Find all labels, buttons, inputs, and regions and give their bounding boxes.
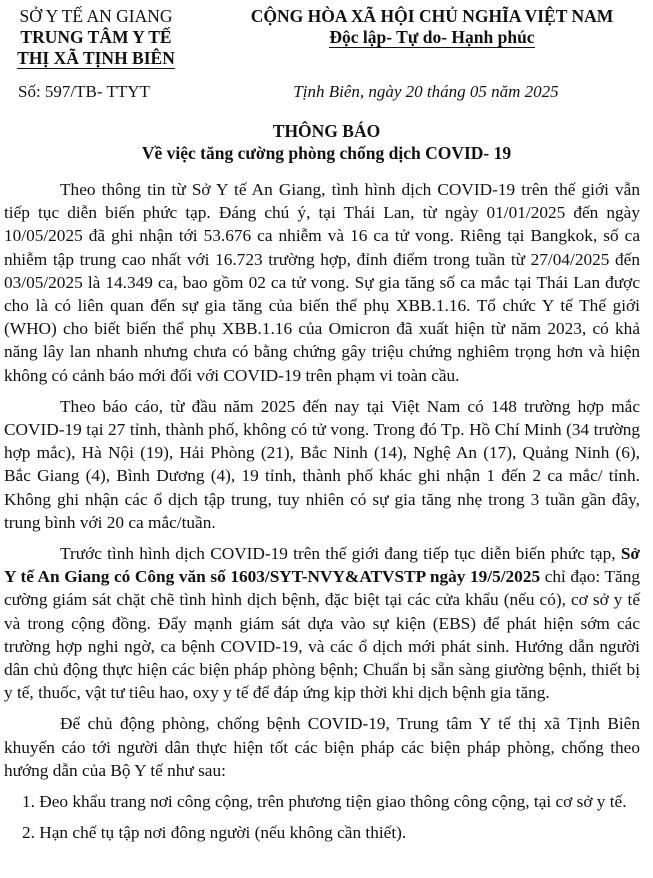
nation-title: CỘNG HÒA XÃ HỘI CHỦ NGHĨA VIỆT NAM (250, 6, 614, 26)
issuing-agency-block (0, 6, 192, 69)
national-motto: Độc lập- Tự do- Hạnh phúc (329, 27, 535, 47)
recommendation-item-2: 2. Hạn chế tụ tập nơi đông người (nếu không cần thiết). (22, 823, 407, 843)
paragraph-recommendation: Để chủ động phòng, chống bệnh COVID-19, Trung tâm Y tế thị xã Tịnh Biên khuyến cáo tới người dân thực hiện tốt các biện pháp các biện pháp phòng, chống theo hướng dẫn của Bộ Y tế như sau: (4, 714, 640, 780)
directive-reference: Sở Y tế An Giang có Công văn số 1603/SYT-NVY&ATVSTP ngày 19/5/2025 (4, 544, 640, 587)
place-and-date: Tịnh Biên, ngày 20 tháng 05 năm 2025 (293, 82, 559, 101)
document-heading: THÔNG BÁO (272, 121, 381, 141)
document-subject: Về việc tăng cường phòng chống dịch COVID- 19 (141, 143, 512, 163)
paragraph-vietnam-situation: Theo báo cáo, từ đầu năm 2025 đến nay tại Việt Nam có 148 trường hợp mắc COVID-19 tại 27 tỉnh, thành phố, không có tử vong. Trong đó Tp. Hồ Chí Minh (34 trường hợp mắc), Hà Nội (19), Hải Phòng (21), Bắc Ninh (14), Nghệ An (17), Quảng Ninh (6), Bắc Giang (4), Bình Dương (4), 19 tỉnh, thành phố khác ghi nhận 1 đến 2 ca mắc/ tỉnh. Không ghi nhận các ổ dịch tập trung, tuy nhiên có sự gia tăng nhẹ trong 3 tuần gần đây, trung bình với 20 ca mắc/tuần. (4, 396, 640, 532)
national-header-block (217, 6, 647, 48)
agency-name-line1: TRUNG TÂM Y TẾ (20, 27, 172, 47)
document-title-block (0, 120, 653, 164)
recommendation-item-1: 1. Đeo khẩu trang nơi công cộng, trên phương tiện giao thông công cộng, tại cơ sở y tế. (22, 792, 627, 812)
document-body (4, 178, 640, 852)
parent-agency: SỞ Y TẾ AN GIANG (19, 6, 173, 26)
paragraph-world-situation: Theo thông tin từ Sở Y tế An Giang, tình hình dịch COVID-19 trên thế giới vẫn tiếp tục diễn biến phức tạp. Đáng chú ý, tại Thái Lan, từ ngày 01/01/2025 đến ngày 10/05/2025 đã ghi nhận tới 53.676 ca nhiễm và 16 ca tử vong. Riêng tại Bangkok, số ca nhiễm tập trung cao nhất với 16.723 trường hợp, đỉnh điểm trong tuần từ 27/04/2025 đến 03/05/2025 là 14.349 ca, bao gồm 02 ca tử vong. Sự gia tăng số ca mắc tại Thái Lan được cho là có liên quan đến sự gia tăng của biến thể phụ XBB.1.16. Tổ chức Y tế Thế giới (WHO) cho biết biến thể phụ XBB.1.16 của Omicron đã xuất hiện từ năm 2023, có khả năng lây lan nhanh nhưng chưa có bằng chứng gây triệu chứng nghiêm trọng hơn và hiện không có cảnh báo mới đối với COVID-19 trên phạm vi toàn cầu. (4, 180, 640, 385)
document-number: Số: 597/TB- TTYT (18, 82, 150, 101)
directive-intro: Trước tình hình dịch COVID-19 trên thế giới đang tiếp tục diễn biến phức tạp, (60, 544, 621, 564)
paragraph-directive (4, 542, 640, 704)
agency-name-line2: THỊ XÃ TỊNH BIÊN (17, 48, 175, 68)
directive-content: chỉ đạo: Tăng cường giám sát chặt chẽ tình hình dịch bệnh, đặc biệt tại các cửa khẩu (nếu có), cơ sở y tế và trong cộng đồng. Đẩy mạnh giám sát dựa vào sự kiện (EBS) để phát hiện sớm các trường hợp nghi ngờ, ca bệnh COVID-19, và các ổ dịch mới phát sinh. Hướng dẫn người dân chủ động thực hiện các biện pháp phòng bệnh; Chuẩn bị sẵn sàng giường bệnh, thiết bị y tế, thuốc, vật tư tiêu hao, oxy y tế để đáp ứng kịp thời khi dịch bệnh gia tăng. (4, 567, 640, 703)
